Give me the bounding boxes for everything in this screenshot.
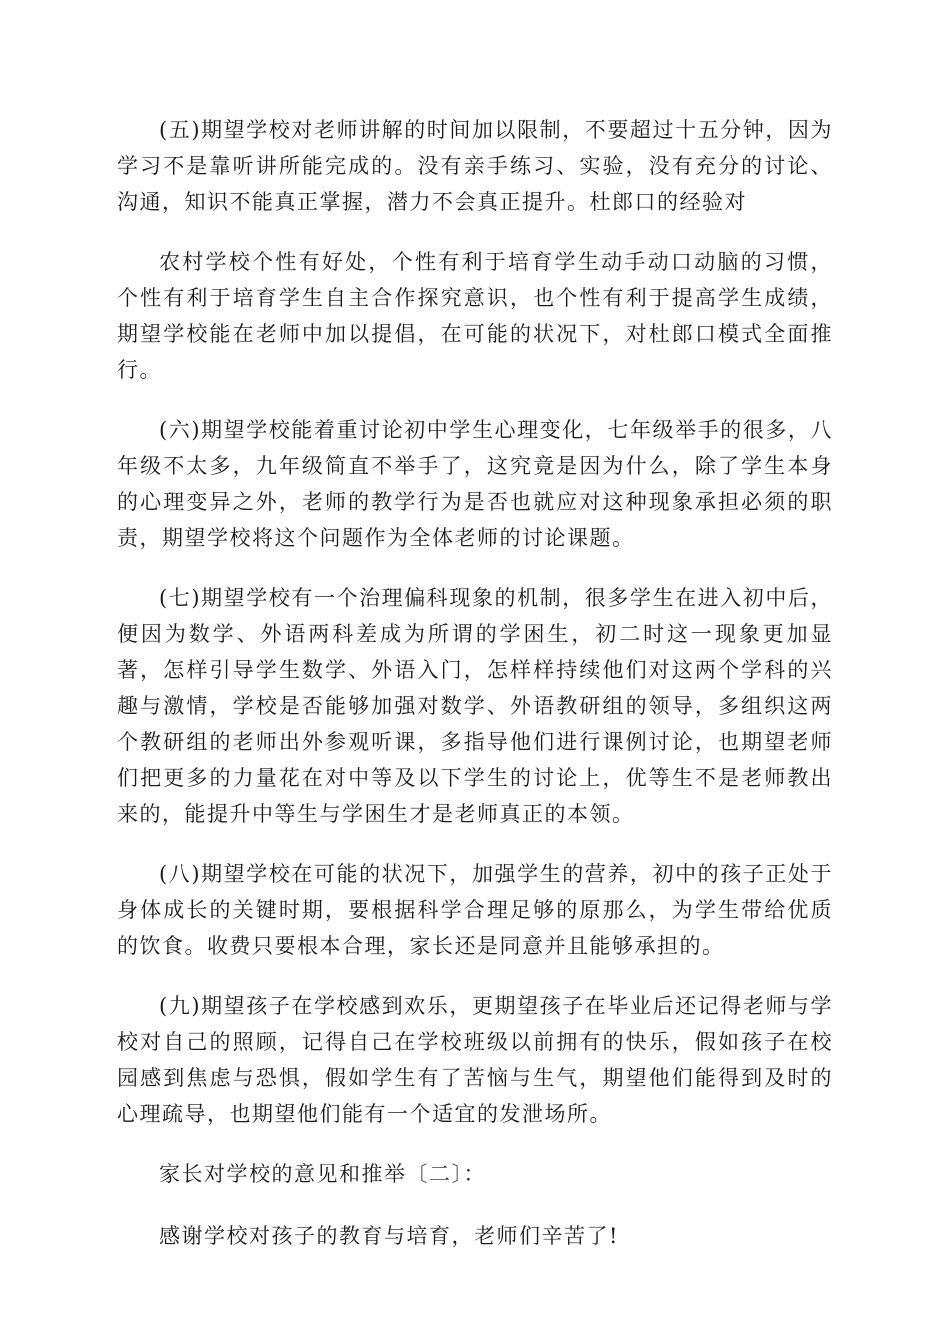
paragraph-8-nutrition: (八)期望学校在可能的状况下，加强学生的营养，初中的孩子正处于身体成长的关键时期，要根据科学合理足够的原那么，为学生带给优质的饮食。收费只要根本合理，家长还是同意并且能够承担的。 <box>117 862 833 958</box>
paragraph-6-student-psychology: (六)期望学校能着重讨论初中学生心理变化，七年级举手的很多，八年级不太多，九年级简直不举手了，这究竟是因为什么，除了学生本身的心理变异之外，老师的教学行为是否也就应对这种现象承担必须的职责，期望学校将这个问题作为全体老师的讨论课题。 <box>117 418 833 550</box>
paragraph-rural-schools: 农村学校个性有好处，个性有利于培育学生动手动口动脑的习惯，个性有利于培育学生自主合作探究意识，也个性有利于提高学生成绩，期望学校能在老师中加以提倡，在可能的状况下，对杜郎口模式全面推行。 <box>117 250 833 382</box>
section-heading-parent-suggestions: 家长对学校的意见和推举〔二〕： <box>159 1162 486 1186</box>
paragraph-5-lecture-time: (五)期望学校对老师讲解的时间加以限制，不要超过十五分钟，因为学习不是靠听讲所能完成的。没有亲手练习、实验，没有充分的讨论、沟通，知识不能真正掌握，潜力不会真正提升。杜郎口的经验对 <box>117 118 833 214</box>
document-body <box>117 112 833 1280</box>
paragraph-7-subject-imbalance: (七)期望学校有一个治理偏科现象的机制，很多学生在进入初中后，便因为数学、外语两科差成为所谓的学困生，初二时这一现象更加显著，怎样引导学生数学、外语入门，怎样样持续他们对这两个学科的兴趣与激情，学校是否能够加强对数学、外语教研组的领导，多组织这两个教研组的老师出外参观听课，多指导他们进行课例讨论，也期望老师们把更多的力量花在对中等及以下学生的讨论上，优等生不是老师教出来的，能提升中等生与学困生才是老师真正的本领。 <box>117 586 833 826</box>
paragraph-thanks: 感谢学校对孩子的教育与培育，老师们辛苦了! <box>159 1224 619 1248</box>
paragraph-9-happiness: (九)期望孩子在学校感到欢乐，更期望孩子在毕业后还记得老师与学校对自己的照顾，记得自己在学校班级以前拥有的快乐，假如孩子在校园感到焦虑与恐惧，假如学生有了苦恼与生气，期望他们能得到及时的心理疏导，也期望他们能有一个适宜的发泄场所。 <box>117 994 833 1126</box>
